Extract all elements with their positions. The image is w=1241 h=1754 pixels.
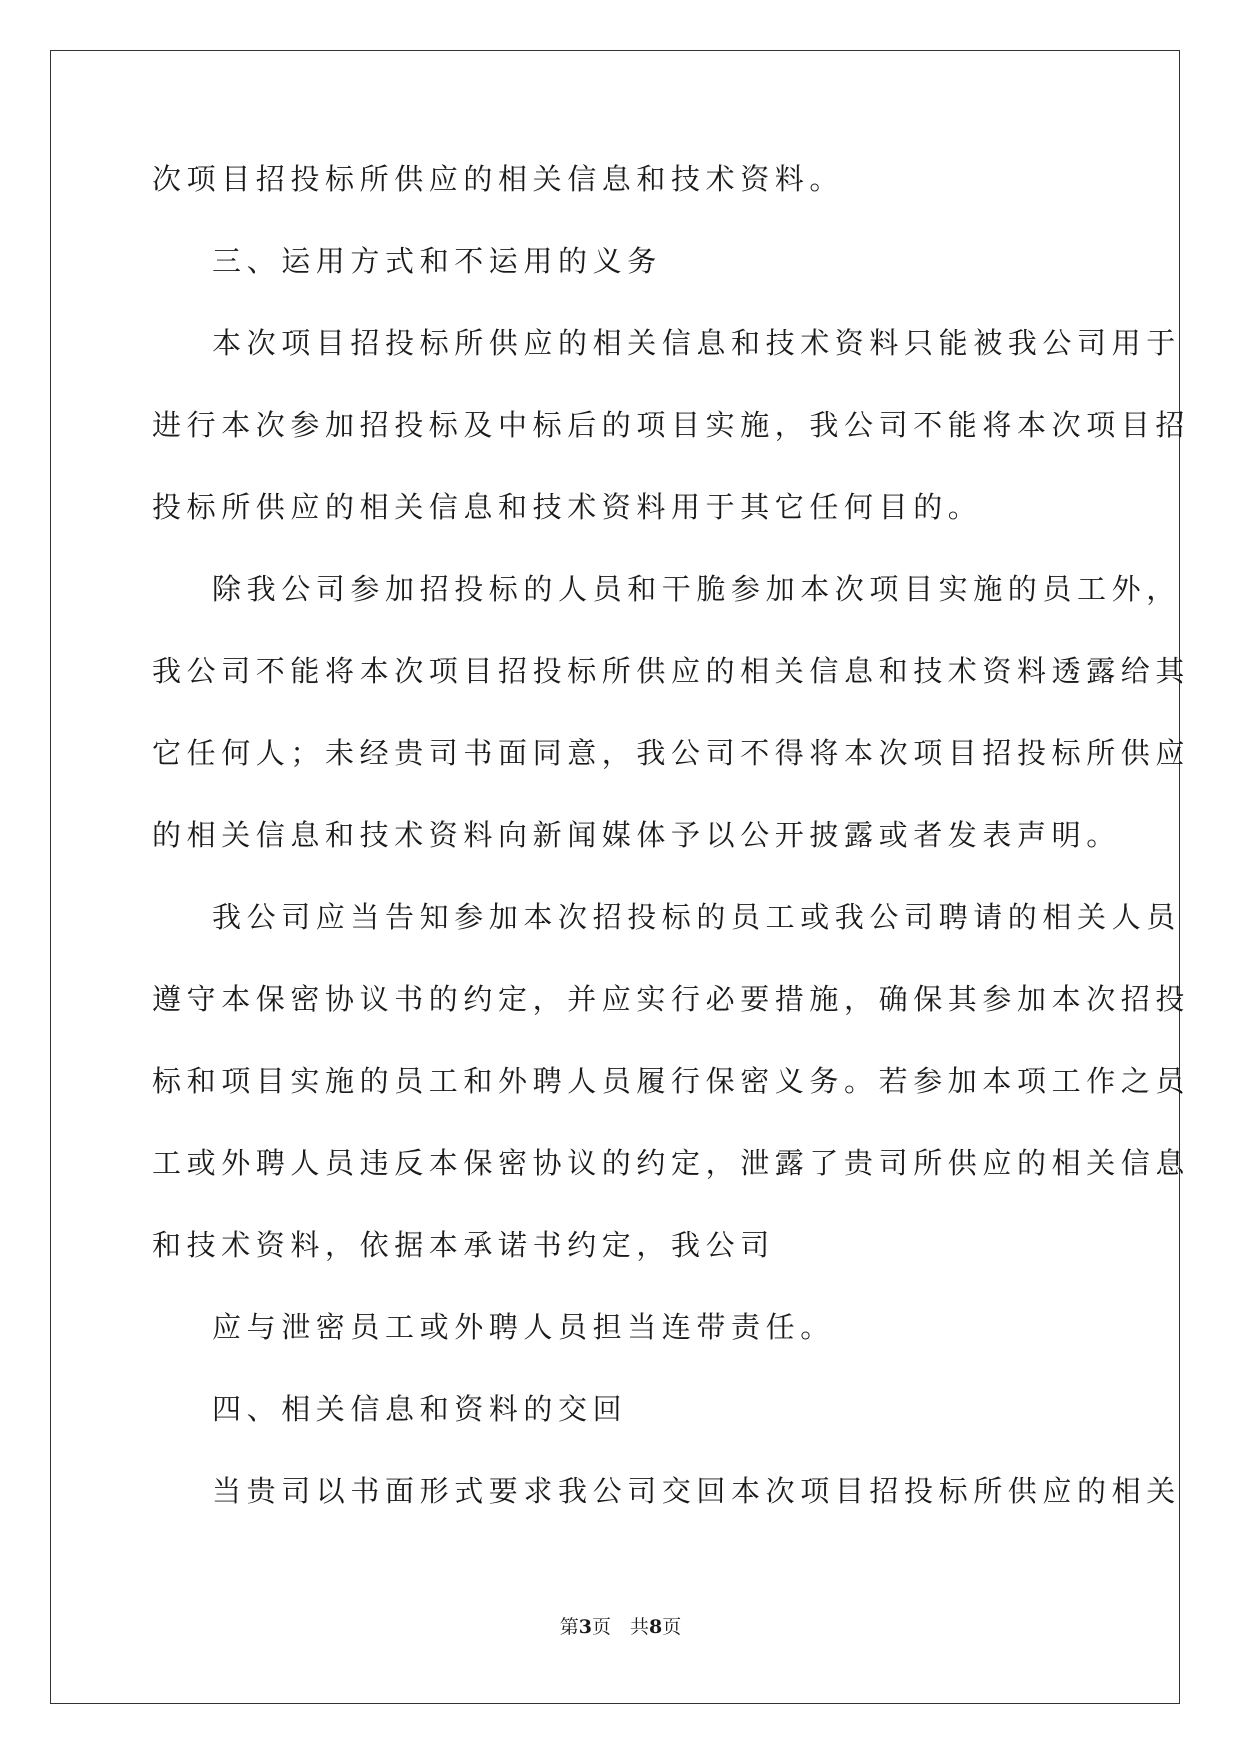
total-page-number: 8 [649,1616,663,1638]
page-footer [0,1612,1241,1639]
text-line: 应与泄密员工或外聘人员担当连带责任。 [212,1310,835,1344]
text-line: 遵守本保密协议书的约定，并应实行必要措施，确保其参加本次招投 [152,982,1191,1016]
text-line: 的相关信息和技术资料向新闻媒体予以公开披露或者发表声明。 [152,818,1121,852]
document-body [152,160,1191,1554]
footer-middle: 页 共 [591,1616,649,1638]
text-line: 它任何人；未经贵司书面同意，我公司不得将本次项目招投标所供应 [152,736,1191,770]
text-line: 我公司应当告知参加本次招投标的员工或我公司聘请的相关人员 [212,900,1181,934]
footer-prefix: 第 [559,1616,579,1638]
text-line: 工或外聘人员违反本保密协议的约定，泄露了贵司所供应的相关信息 [152,1146,1191,1180]
text-line: 进行本次参加招投标及中标后的项目实施，我公司不能将本次项目招 [152,408,1191,442]
text-line: 投标所供应的相关信息和技术资料用于其它任何目的。 [152,490,983,524]
text-line: 和技术资料，依据本承诺书约定，我公司 [152,1228,775,1262]
text-line: 四、相关信息和资料的交回 [212,1392,628,1426]
text-line: 次项目招投标所供应的相关信息和技术资料。 [152,162,845,196]
current-page-number: 3 [578,1616,592,1638]
text-line: 我公司不能将本次项目招投标所供应的相关信息和技术资料透露给其 [152,654,1191,688]
text-line: 除我公司参加招投标的人员和干脆参加本次项目实施的员工外， [212,572,1181,606]
text-line: 本次项目招投标所供应的相关信息和技术资料只能被我公司用于 [212,326,1181,360]
text-line: 标和项目实施的员工和外聘人员履行保密义务。若参加本项工作之员 [152,1064,1191,1098]
text-line: 三、运用方式和不运用的义务 [212,244,662,278]
text-line: 当贵司以书面形式要求我公司交回本次项目招投标所供应的相关 [212,1474,1181,1508]
footer-suffix: 页 [662,1616,682,1638]
